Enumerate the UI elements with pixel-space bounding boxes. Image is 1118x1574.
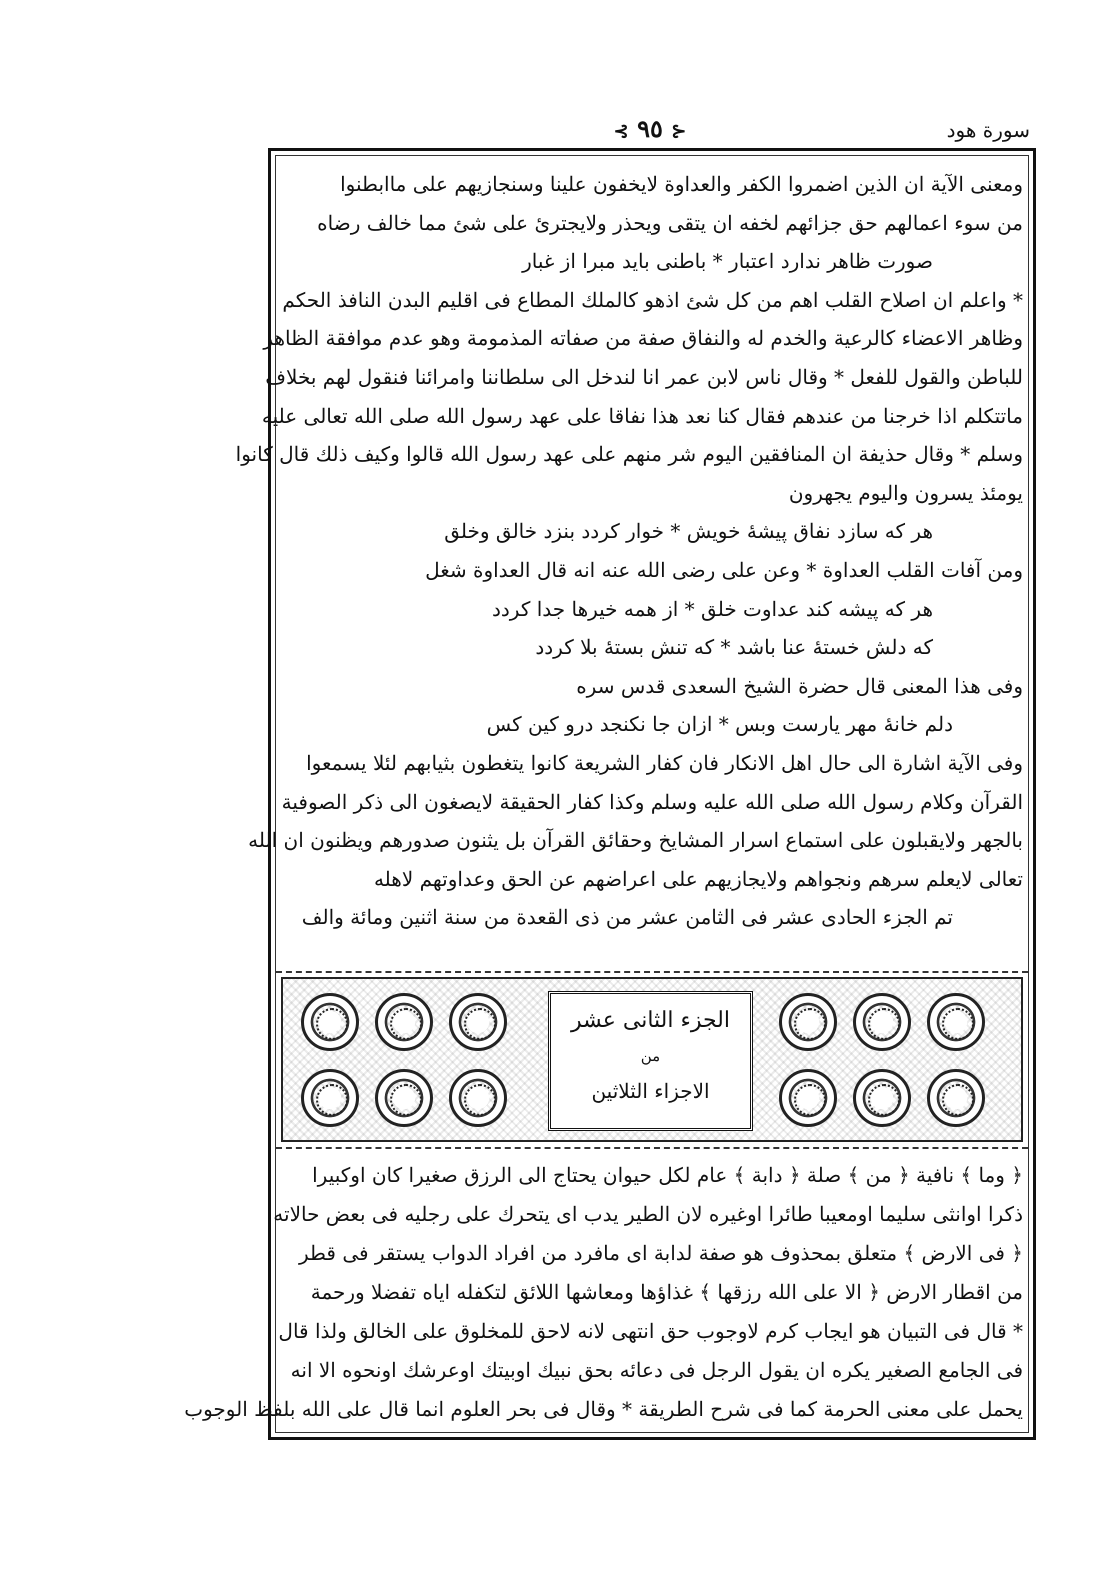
rosette-icon [927,1069,985,1127]
divider [276,1147,1028,1149]
text-line: من اقطار الارض ﴿ الا على الله رزقها ﴾ غذاؤها ومعاشها اللائق لتكفله اياه تفضلا ورحمة [310,1280,1023,1304]
page-number: ٩٥ [637,114,663,143]
text-line: يحمل على معنى الحرمة كما فى شرح الطريقة * وقال فى بحر العلوم انما قال على الله بلفظ الوجوب [184,1397,1023,1421]
ornament-left-icon: ⊰ [671,121,687,142]
text-line: يومئذ يسرون واليوم يجهرون [788,480,1023,505]
text-line: ماتتكلم اذا خرجنا من عندهم فقال كنا نعد هذا نفاقا على عهد رسول الله صلى الله تعالى عليه [261,403,1023,428]
text-line: من سوء اعمالهم حق جزائهم لخفه ان يتقى ويحذر ولايجترئ على شئ مما خالف رضاه [317,210,1023,235]
rosette-icon [927,993,985,1051]
text-line: ﴿ فى الارض ﴾ متعلق بمحذوف هو صفة لدابة اى مافرد من افراد الدواب يستقر فى قطر [298,1241,1023,1265]
text-line: * واعلم ان اصلاح القلب اهم من كل شئ اذهو كالملك المطاع فى اقليم البدن النافذ الحكم [282,287,1023,312]
verse-line: صورت ظاهر ندارد اعتبار * باطنى بايد مبرا از غبار [522,249,933,274]
section-title-cartouche [548,991,753,1131]
running-title: سورة هود [946,118,1030,142]
rosette-icon [449,1069,507,1127]
rosette-icon [853,1069,911,1127]
section-ornament-band [281,977,1023,1142]
rosette-icon [375,1069,433,1127]
section-title: الجزء الثانى عشر [571,1008,730,1033]
page-header [255,112,1030,148]
text-line: تعالى لايعلم سرهم ونجواهم ولايجازيهم على اعراضهم عن الحق وعداوتهم لاهله [373,866,1023,891]
rosette-icon [779,1069,837,1127]
text-line: * قال فى التبيان هو ايجاب كرم لاوجوب حق انتهى لانه لاحق للمخلوق على الخالق ولذا قال [278,1319,1023,1343]
text-line: ذكرا اوانثى سليما اومعيبا طائرا اوغيره لان الطير يدب اى يتحرك على رجليه فى بعض حالاته [273,1202,1023,1226]
text-line: وفى هذا المعنى قال حضرة الشيخ السعدى قدس سره [576,673,1023,698]
text-line: وظاهر الاعضاء كالرعية والخدم له والنفاق صفة من صفاته المذمومة وهو عدم موافقة الظاهر [263,326,1023,351]
upper-text-block [235,165,1023,937]
rosette-icon [853,993,911,1051]
rosette-icon [779,993,837,1051]
text-line: بالجهر ولايقبلون على استماع اسرار المشايخ وحقائق القرآن بل يثنون صدورهم ويظنون ان الله [248,828,1023,853]
text-line: ومعنى الآية ان الذين اضمروا الكفر والعداوة لايخفون علينا وسنجازيهم على ماابطنوا [340,172,1023,196]
text-frame [184,148,1036,1440]
text-line: ومن آفات القلب العداوة * وعن على رضى الله عنه انه قال العداوة شغل [425,557,1023,582]
text-line: ﴿ وما ﴾ نافية ﴿ من ﴾ صلة ﴿ دابة ﴾ عام لكل حيوان يحتاج الى الرزق صغيرا كان اوكبيرا [312,1163,1023,1187]
rosette-icon [449,993,507,1051]
text-line: للباطن والقول للفعل * وقال ناس لابن عمر انا لندخل الى سلطاننا وامرائنا فنقول لهم بخلاف [265,364,1023,389]
rosette-icon [301,993,359,1051]
verse-line: هر كه سازد نفاق پيشهٔ خويش * خوار كردد بنزد خالق وخلق [444,519,933,544]
section-title-connector: من [640,1047,661,1065]
verse-line: كه دلش خستهٔ عنا باشد * كه تنش بستهٔ بلا كردد [535,635,933,660]
ornament-right-icon: ⊱ [613,121,629,142]
text-line: القرآن وكلام رسول الله صلى الله عليه وسلم وكذا كفار الحقيقة لايصغون الى ذكر الصوفية [281,789,1023,814]
divider [276,971,1028,973]
text-line: فى الجامع الصغير يكره ان يقول الرجل فى دعائه بحق نبيك اوبيتك اوعرشك اونحوه الا انه [290,1358,1023,1382]
text-line: وفى الآية اشارة الى حال اهل الانكار فان كفار الشريعة كانوا يتغطون بثيابهم لئلا يسمعوا [306,750,1023,775]
verse-line: هر كه پيشه كند عداوت خلق * از همه خيرها جدا كردد [491,596,933,621]
colophon-line: تم الجزء الحادى عشر فى الثامن عشر من ذى القعدة من سنة اثنين ومائة والف [301,905,953,930]
lower-text-block [184,1156,1023,1429]
text-line: وسلم * وقال حذيفة ان المنافقين اليوم شر منهم على عهد رسول الله قالوا وكيف ذلك قال كانوا [235,442,1023,467]
rosette-icon [301,1069,359,1127]
section-subtitle: الاجزاء الثلاثين [591,1079,710,1103]
page-number-block [585,114,715,143]
rosette-icon [375,993,433,1051]
verse-line: دلم خانهٔ مهر يارست وبس * ازان جا نكنجد درو كين كس [486,712,953,737]
